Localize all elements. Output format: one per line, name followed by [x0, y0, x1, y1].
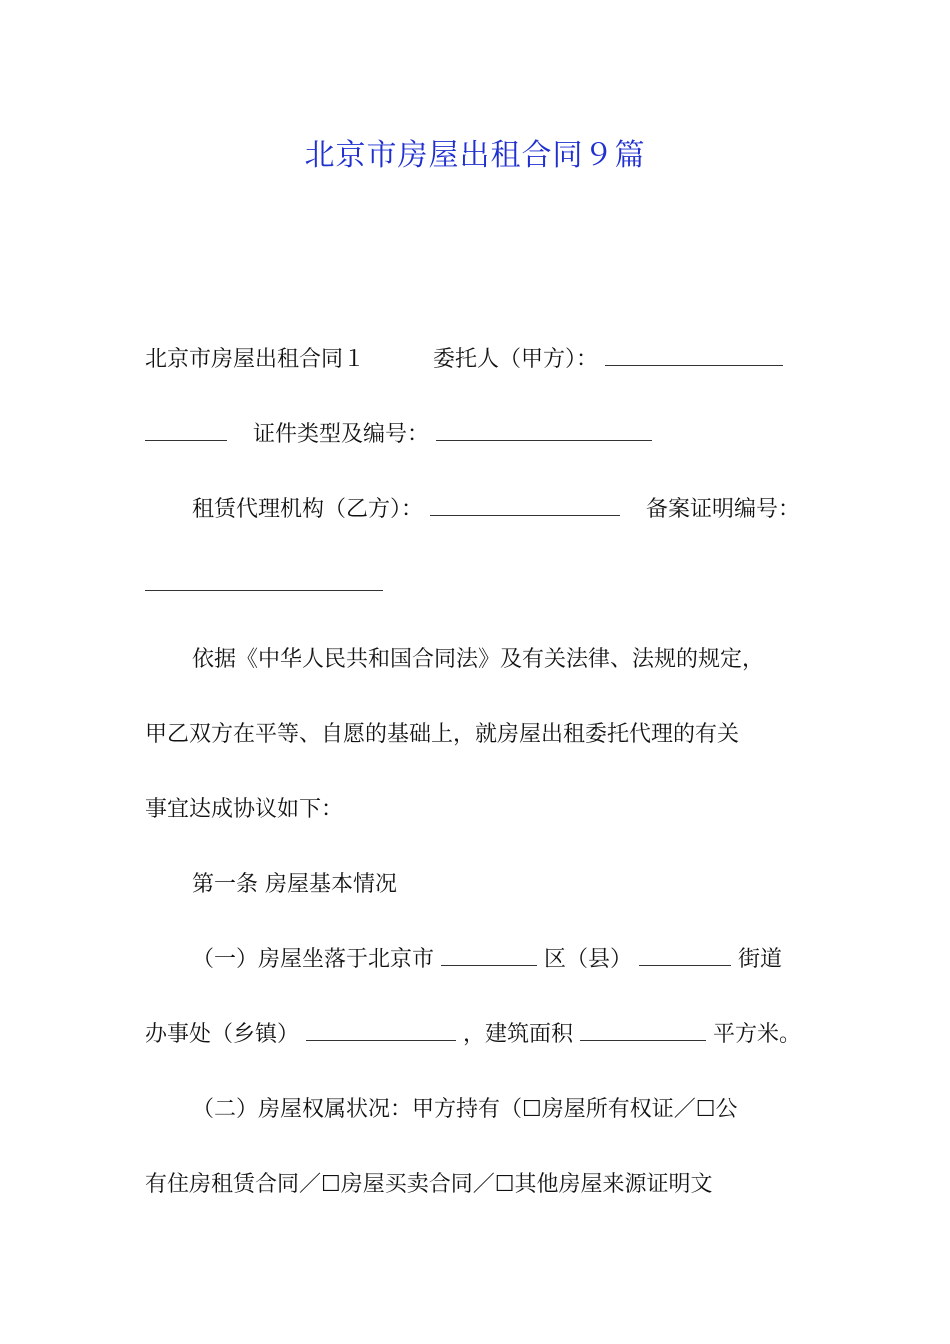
paragraph-line-1: 依据《中华人民共和国合同法》及有关法律、法规的规定， [192, 647, 765, 672]
line-ownership: （二）房屋权属状况：甲方持有（☐房屋所有权证／☐公 [192, 1097, 738, 1122]
line-location: （一）房屋坐落于北京市 区（县） 街道 [192, 947, 783, 972]
article-heading: 第一条 房屋基本情况 [192, 872, 397, 897]
id-number-blank [436, 422, 652, 441]
agency-name-blank [430, 497, 620, 516]
paragraph-line-3: 事宜达成协议如下： [145, 797, 344, 822]
client-name-blank [605, 347, 783, 366]
district-blank [441, 947, 537, 966]
line-agency: 租赁代理机构（乙方）： 备案证明编号： [192, 497, 801, 522]
client-name-blank-cont [145, 422, 227, 441]
line-record [145, 570, 825, 600]
record-number-blank [145, 572, 383, 591]
township-blank [306, 1022, 456, 1041]
street-blank [639, 947, 731, 966]
area-blank [580, 1022, 706, 1041]
paragraph-line-2: 甲乙双方在平等、自愿的基础上，就房屋出租委托代理的有关 [145, 722, 740, 747]
line-client: 北京市房屋出租合同１ 委托人（甲方）： [145, 345, 825, 375]
line-ownership-cont: 有住房租赁合同／☐房屋买卖合同／☐其他房屋来源证明文 [145, 1172, 713, 1197]
line-area: 办事处（乡镇） ，建筑面积 平方米。 [145, 1022, 802, 1047]
line-id: 证件类型及编号： [145, 420, 825, 450]
document-title: 北京市房屋出租合同９篇 [304, 138, 646, 173]
